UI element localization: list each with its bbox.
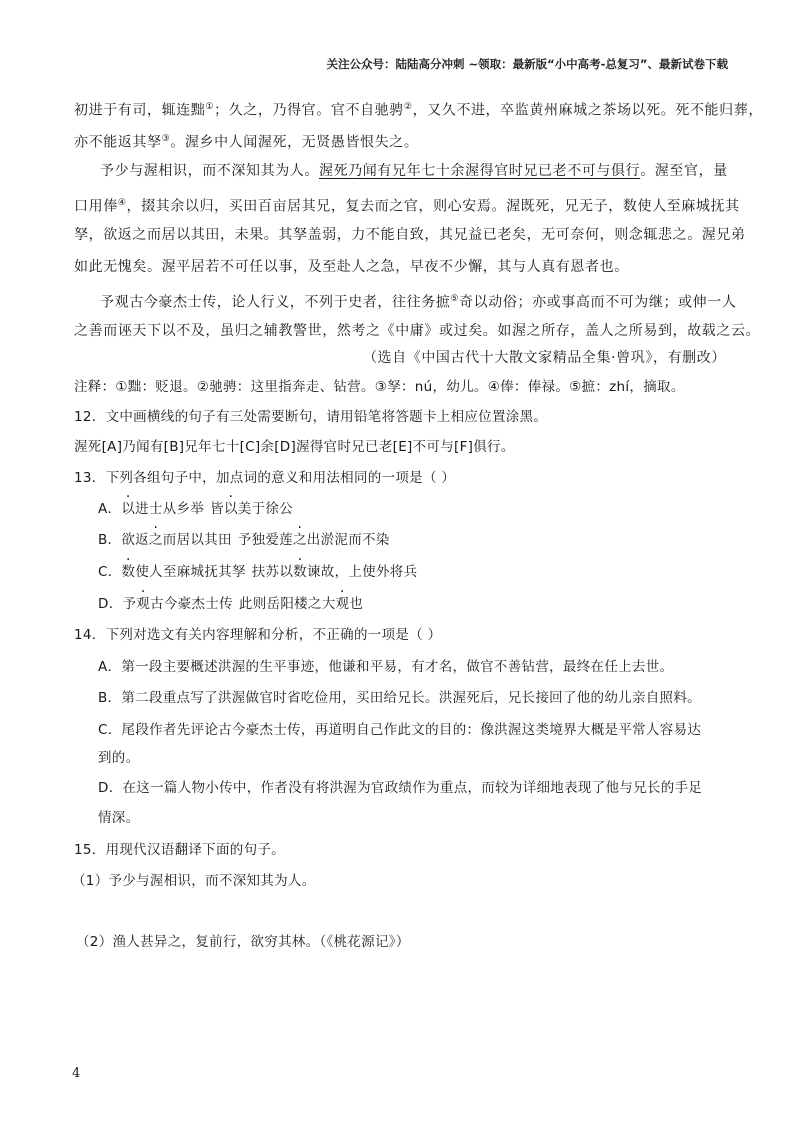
dotted-word: 以	[121, 501, 136, 517]
page-number: 4	[72, 1066, 81, 1081]
passage-source: （选自《中国古代十大散文家精品全集·曾巩》，有删改）	[362, 350, 726, 366]
dotted-word: 数	[121, 564, 136, 580]
passage-line: 如此无愧矣。渥平居若不可任以事，及至赴人之急，早夜不少懈，其与人真有恩者也。	[74, 259, 629, 275]
option-label: B．欲返	[98, 532, 149, 548]
option-text: 此则岳阳楼之大	[238, 596, 336, 612]
dotted-word: 之	[292, 532, 307, 548]
passage-line: 孥，欲返之而居以其田，未果。其孥盖弱，力不能自致，其兄益已老矣，无可奈何，则念辄悲之。渥兄弟	[74, 227, 746, 243]
dotted-word: 之	[148, 532, 163, 548]
dotted-word: 观	[136, 596, 151, 612]
question-14-option-a[interactable]: A．第一段主要概述洪渥的生平事迹，他谦和平易，有才名，做官不善钻营，最终在任上去世。	[98, 659, 674, 675]
question-13-option-a[interactable]	[98, 499, 738, 519]
underlined-sentence: 渥死乃闻有兄年七十余渥得官时兄已老不可与俱行	[319, 163, 641, 179]
option-label: C．	[98, 564, 122, 580]
passage-line	[100, 161, 734, 181]
passage-text: 初进于有司，辄连黜	[74, 102, 206, 119]
option-text: 进士从乡举	[135, 501, 205, 517]
note-ref: ②	[403, 102, 413, 112]
option-text: 出淤泥而不染	[306, 532, 390, 548]
passage-text: 。渥至官，量	[640, 163, 728, 179]
question-13-option-d[interactable]	[98, 594, 738, 614]
option-text: 而居以其田	[162, 532, 232, 548]
question-12-stem: 12．文中画横线的句子有三处需要断句，请用铅笔将答题卡上相应位置涂黑。	[74, 409, 548, 425]
question-15-sentence-2: （2）渔人甚异之，复前行，欲穷其林。（《桃花源记》）	[76, 934, 410, 950]
option-text: 予独爱莲	[237, 532, 293, 548]
question-14-option-b[interactable]: B．第二段重点写了洪渥做官时省吃俭用，买田给兄长。洪渥死后，兄长接回了他的幼儿亲自照料。	[98, 690, 701, 706]
question-15-sentence-1: （1）予少与渥相识，而不深知其为人。	[72, 873, 316, 889]
dotted-word: 观	[335, 596, 350, 612]
passage-text: 予观古今豪杰士传，论人行义，不列于史者，往往务摭	[100, 294, 451, 311]
option-label: D．予	[98, 596, 137, 612]
note-ref: ③	[161, 134, 171, 144]
option-label: A．	[98, 501, 122, 517]
passage-text: 奇以动俗；亦或事高而不可为继；或伸一人	[459, 294, 737, 311]
note-ref: ⑤	[450, 294, 460, 304]
dotted-word: 数	[293, 564, 307, 580]
option-text: 使人至麻城抚其孥	[135, 564, 246, 580]
question-14-option-c-cont: 到的。	[98, 750, 140, 766]
option-text: 也	[349, 596, 364, 612]
option-text: 扶苏以	[251, 564, 294, 580]
question-15-stem: 15．用现代汉语翻译下面的句子。	[74, 842, 285, 858]
option-text: 皆	[210, 501, 224, 517]
question-14-option-d-cont: 情深。	[98, 810, 140, 826]
question-12-sentence: 渥死[A]乃闻有[B]兄年七十[C]余[D]渥得官时兄已老[E]不可与[F]俱行。	[74, 439, 515, 455]
question-13-option-b[interactable]	[98, 530, 738, 550]
footnotes: 注释：①黜：贬退。②驰骋：这里指奔走、钻营。③孥：nú，幼儿。④俸：俸禄。⑤摭：zhí，摘取。	[74, 379, 685, 395]
passage-text: 亦不能返其孥	[74, 134, 162, 151]
passage-line	[100, 289, 737, 313]
passage-text: 。渥乡中人闻渥死，无贤愚皆恨失之。	[170, 134, 419, 151]
question-14-option-d[interactable]: D．在这一篇人物小传中，作者没有将洪渥为官政绩作为重点，而较为详细地表现了他与兄长的手足	[98, 780, 703, 796]
page-header: 关注公众号：陆陆高分冲刺 ~领取：最新版“小中高考-总复习”、最新试卷下载	[326, 57, 728, 71]
passage-text: 口用俸	[74, 198, 118, 215]
option-text: 古今豪杰士传	[150, 596, 233, 612]
option-text: 美于徐公	[237, 501, 293, 517]
note-ref: ①	[205, 102, 215, 112]
passage-text: ，又久不进，卒监黄州麻城之茶场以死。死不能归葬，	[412, 102, 763, 119]
passage-line: 之善而诬天下以不及，虽归之辅教警世，然考之《中庸》或过矣。如渥之所存，盖人之所易到，故载之云。	[74, 323, 761, 339]
dotted-word: 以	[223, 501, 238, 517]
passage-text: ，掇其余以归，买田百亩居其兄，复去而之官，则心安焉。渥既死，兄无子，数使人至麻城抚其	[126, 198, 740, 215]
passage-line	[74, 193, 740, 217]
question-13-option-c[interactable]	[98, 562, 738, 582]
passage-text: ；久之，乃得官。官不自驰骋	[214, 102, 404, 119]
option-text: 谏故，上使外将兵	[306, 564, 418, 580]
note-ref: ④	[117, 198, 127, 208]
passage-line	[74, 97, 763, 121]
question-13-stem: 13．下列各组句子中，加点词的意义和用法相同的一项是（ ）	[74, 470, 456, 486]
question-14-stem: 14．下列对选文有关内容理解和分析，不正确的一项是（ ）	[74, 627, 442, 643]
passage-line	[74, 129, 734, 153]
passage-text: 予少与渥相识，而不深知其为人。	[100, 163, 319, 179]
question-14-option-c[interactable]: C．尾段作者先评论古今豪杰士传，再道明自己作此文的目的：像洪渥这类境界大概是平常人容易达	[98, 722, 702, 738]
